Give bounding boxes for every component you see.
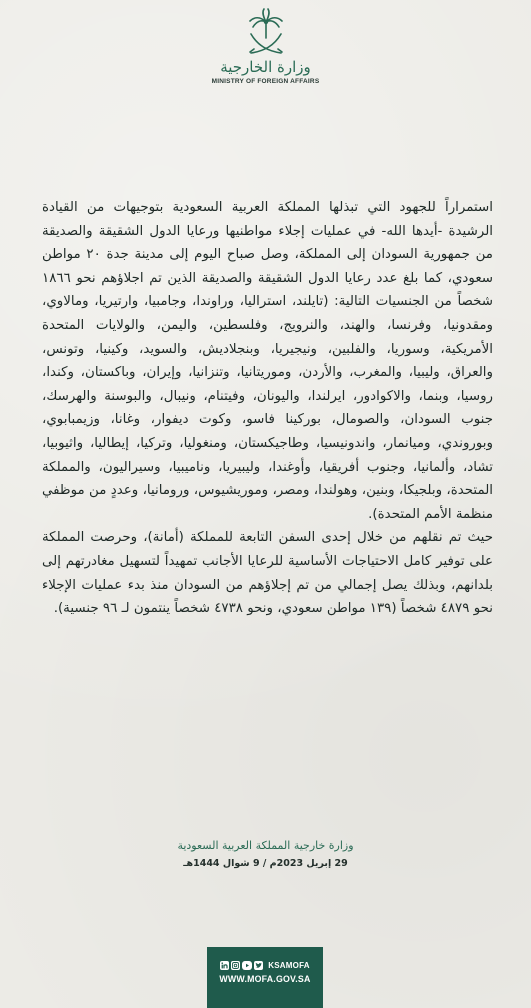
website-link[interactable]: WWW.MOFA.GOV.SA — [219, 974, 311, 984]
ministry-logo — [0, 8, 531, 85]
statement-paragraph-2: حيث تم نقلهم من خلال إحدى السفن التابعة للمملكة (أمانة)، وحرصت المملكة على توفير كامل الاحتياجات الأساسية للرعايا الأجانب تمهيداً لتسهيل مغادرتهم إلى بلدانهم، وبذلك يصل إجمالي من تم إجلاؤهم من السودان منذ بدء عمليات الإجلاء نحو ٤٨٧٩ شخصاً (١٣٩ مواطن سعودي، ونحو ٤٧٣٨ شخصاً ينتمون لـ ٩٦ جنسية). — [42, 530, 493, 617]
statement-body — [42, 196, 493, 621]
statement-paragraph-1: استمراراً للجهود التي تبذلها المملكة العربية السعودية بتوجيهات من القيادة الرشيدة -أيدها الله- في عمليات إجلاء مواطنيها ورعايا الدول الشقيقة والصديقة من جمهورية السودان إلى المملكة، وصل صباح اليوم إلى مدينة جدة ٢٠ مواطن سعودي، كما بلغ عدد رعايا الدول الشقيقة والصديقة الذين تم اجلاؤهم نحو ١٨٦٦ شخصاً من الجنسيات التالية: (تايلند، استراليا، وراوندا، وجامبيا، وارتيريا، ومالاوي، ومقدونيا، وفرنسا، والهند، والنرويج، وفلسطين، واليمن، والولايات المتحدة الأمريكية، وسوريا، والفلبين، ونيجيريا، وبنجلاديش، والسويد، وكينيا، وتونس، والعراق، وليبيا، والمغرب، والأردن، وموريتانيا، وتنزانيا، وإيران، وباكستان، وكندا، روسيا، وبنما، والاكوادور، ايرلندا، واليونان، وفيتنام، ونيبال، والبوسنة والهرسك، جنوب السودان، والصومال، بوركينا فاسو، وكوت ديفوار، وغانا، وزيمبابوي، وبوروندي، وميانمار، واندونيسيا، وطاجيكستان، ومنغوليا، وتركيا، إيطاليا، واثيوبيا، تشاد، وألمانيا، وجنوب أفريقيا، وأوغندا، وليبيريا، وناميبيا، وسيراليون، والمملكة المتحدة، وبلجيكا، وبنين، وهولندا، ومصر، وموريشيوس، ورومانيا، وعددٍ من موظفي منظمة الأمم المتحدة). — [42, 200, 493, 522]
signature-name: وزارة خارجية المملكة العربية السعودية — [177, 839, 354, 852]
social-handle[interactable]: KSAMOFA — [268, 960, 310, 970]
twitter-icon[interactable] — [254, 961, 263, 970]
instagram-icon[interactable] — [231, 961, 240, 970]
ministry-name-arabic: وزارة الخارجية — [220, 58, 311, 76]
signature-block — [0, 838, 531, 871]
footer-bar — [207, 947, 323, 1008]
youtube-icon[interactable] — [242, 961, 252, 970]
ministry-name-english: MINISTRY OF FOREIGN AFFAIRS — [211, 78, 320, 85]
social-row — [207, 960, 323, 970]
linkedin-icon[interactable] — [220, 961, 229, 970]
signature-date: 29 إبريل 2023م / 9 شوال 1444هـ — [183, 858, 348, 869]
saudi-emblem-palm-swords-icon — [246, 8, 286, 56]
